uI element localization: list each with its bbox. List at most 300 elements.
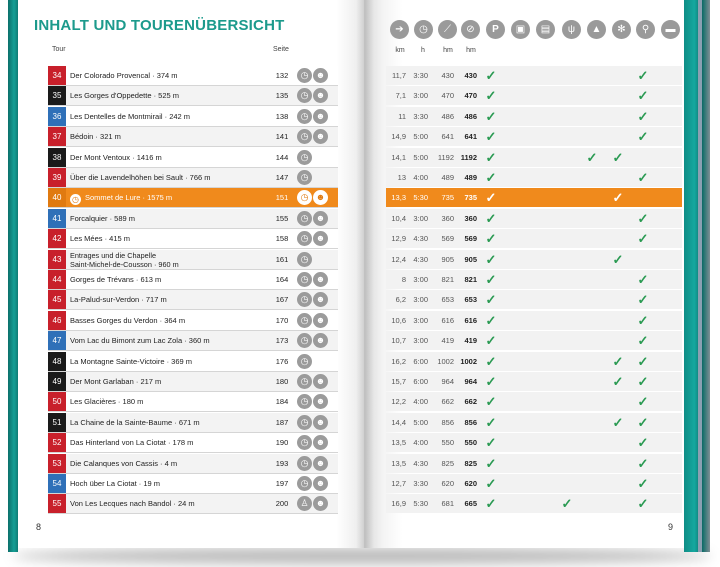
value-km: 12,9: [391, 234, 406, 244]
check-icon: ✓: [485, 170, 497, 185]
value-hm2: 964: [464, 377, 477, 386]
value-h: 3:00: [413, 295, 428, 305]
clock-icon: ◷: [297, 292, 312, 307]
value-km: 12,7: [391, 479, 406, 488]
value-h: 4:00: [413, 173, 428, 182]
tour-row[interactable]: [48, 392, 682, 411]
tour-row[interactable]: [48, 148, 682, 167]
tour-number: 53: [48, 454, 66, 473]
check-icon: ✓: [485, 292, 497, 308]
bear-icon: ☻: [313, 272, 328, 287]
tour-number: 39: [48, 168, 66, 187]
bear-icon: ☻: [313, 333, 328, 348]
value-hm1: 825: [441, 458, 454, 468]
tour-number: 34: [48, 66, 66, 85]
tour-name[interactable]: [66, 311, 272, 330]
value-km: 12,2: [391, 397, 406, 407]
page-number-right: 9: [668, 522, 674, 532]
value-hm2: 665: [464, 499, 477, 509]
page-ref[interactable]: 167: [275, 295, 289, 305]
value-hm1: 856: [441, 417, 454, 427]
bear-icon: ☻: [313, 190, 328, 205]
value-hm2: 905: [464, 254, 477, 264]
check-icon: ✓: [485, 108, 497, 124]
clock-icon: ◷: [297, 150, 312, 165]
page-title: INHALT UND TOURENÜBERSICHT: [34, 17, 285, 34]
value-h: 6:00: [413, 377, 428, 386]
value-km: 16,2: [391, 356, 406, 366]
tour-number: 45: [48, 290, 66, 309]
tour-name-text: Das Hinterland von La Ciotat · 178 m: [70, 438, 194, 448]
value-hm2: 825: [464, 458, 477, 468]
bear-icon: ☻: [313, 231, 328, 246]
value-h: 4:30: [413, 234, 428, 244]
summit-icon: ▲: [587, 20, 606, 39]
check-icon: ✓: [485, 251, 497, 267]
check-icon: ✓: [612, 353, 624, 369]
check-icon: ✓: [612, 190, 624, 206]
page-ref[interactable]: 176: [275, 356, 289, 366]
tour-name-text: Les Glacières · 180 m: [70, 397, 144, 407]
check-icon: ✓: [637, 333, 649, 349]
row-background-right: [386, 250, 682, 269]
tour-row[interactable]: [48, 229, 682, 248]
tour-number: 48: [48, 352, 66, 371]
value-hm1: 662: [441, 397, 454, 407]
value-h: 5:00: [413, 152, 428, 162]
tour-name-text: Bédoin · 321 m: [70, 132, 121, 142]
check-icon: ✓: [612, 251, 624, 267]
page-ref[interactable]: 135: [275, 91, 289, 101]
clock-icon: ◷: [297, 252, 312, 267]
check-icon: ✓: [637, 210, 649, 226]
page-ref[interactable]: 132: [275, 71, 289, 80]
tour-name[interactable]: [66, 86, 272, 105]
check-icon: ✓: [637, 272, 649, 287]
value-km: 13,5: [391, 458, 406, 468]
value-hm1: 653: [441, 295, 454, 305]
tour-name-text: Der Mont Ventoux · 1416 m: [70, 152, 162, 162]
clock-icon: ◷: [297, 435, 312, 450]
check-icon: ✓: [637, 476, 649, 491]
tour-number: 37: [48, 127, 66, 146]
tour-row[interactable]: [48, 494, 682, 513]
clock-icon: ◷: [297, 415, 312, 430]
check-icon: ✓: [637, 88, 649, 104]
value-hm1: 419: [441, 336, 454, 346]
clock-icon: ◷: [297, 170, 312, 185]
tour-row[interactable]: [48, 413, 682, 432]
clock-icon: ◷: [297, 313, 312, 328]
check-icon: ✓: [637, 231, 649, 247]
value-hm2: 1002: [460, 356, 477, 366]
bear-icon: ☻: [313, 129, 328, 144]
value-km: 13: [397, 173, 406, 182]
tour-row[interactable]: [48, 454, 682, 473]
value-km: 13,5: [391, 438, 406, 448]
header-km: km: [395, 47, 405, 54]
tour-number: 55: [48, 494, 66, 513]
clock-icon: ◷: [297, 211, 312, 226]
tour-name[interactable]: [66, 372, 272, 391]
parking-icon: P: [486, 20, 505, 39]
check-icon: ✓: [637, 312, 649, 328]
page-ref[interactable]: 161: [275, 254, 289, 264]
value-hm2: 616: [464, 315, 477, 325]
tour-row[interactable]: [48, 188, 682, 207]
tour-name-text: Gorges de Trévans · 613 m: [70, 275, 162, 284]
tour-row[interactable]: [48, 433, 682, 452]
value-km: 6,2: [395, 295, 406, 305]
value-hm2: 620: [464, 479, 477, 488]
tour-row[interactable]: [48, 107, 682, 126]
tour-name[interactable]: [66, 352, 272, 371]
bear-icon: ☻: [313, 394, 328, 409]
row-background-right: [386, 148, 682, 167]
clock-icon: ◷: [297, 231, 312, 246]
value-hm2: 662: [464, 397, 477, 407]
tour-name-text: La Chaine de la Sainte-Baume · 671 m: [70, 417, 200, 427]
check-icon: ✓: [637, 455, 649, 471]
clock-icon: ◷: [297, 476, 312, 491]
tour-row[interactable]: [48, 86, 682, 105]
tour-name-text: Der Mont Garlaban · 217 m: [70, 377, 162, 386]
page-ref[interactable]: 144: [275, 152, 289, 162]
value-hm1: 1192: [437, 152, 454, 162]
check-icon: ✓: [485, 374, 497, 389]
clock-icon: ◷: [297, 333, 312, 348]
tour-name-text: Über die Lavendelhöhen bei Sault · 766 m: [70, 173, 211, 182]
value-h: 5:30: [413, 499, 428, 509]
check-icon: ✓: [637, 129, 649, 145]
check-icon: ✓: [612, 374, 624, 389]
page-ref[interactable]: 170: [275, 315, 289, 325]
check-icon: ✓: [485, 272, 497, 287]
bicycle-icon: ⚲: [636, 20, 655, 39]
snowflake-icon: ✻: [612, 20, 631, 39]
page-ref[interactable]: 197: [275, 479, 289, 488]
tour-row[interactable]: [48, 127, 682, 146]
page-ref[interactable]: 158: [275, 234, 289, 244]
tour-number: 49: [48, 372, 66, 391]
value-h: 3:00: [413, 91, 428, 101]
page-ref[interactable]: 190: [275, 438, 289, 448]
tour-name[interactable]: [66, 229, 272, 248]
value-hm2: 430: [464, 71, 477, 80]
right-cover-edge: [684, 0, 710, 552]
tour-number: 41: [48, 209, 66, 228]
header-seite: Seite: [273, 46, 289, 53]
check-icon: ✓: [612, 149, 624, 165]
clock-icon: ◷: [297, 68, 312, 83]
tour-row[interactable]: [48, 311, 682, 330]
header-hm-down: hm: [466, 47, 476, 54]
tour-row[interactable]: [48, 168, 682, 187]
bear-icon: ☻: [313, 292, 328, 307]
clock-icon: ◷: [297, 190, 312, 205]
value-km: 11,7: [391, 71, 406, 80]
tour-name[interactable]: [66, 188, 272, 207]
value-hm2: 569: [464, 234, 477, 244]
tour-row[interactable]: [48, 474, 682, 493]
check-icon: ✓: [637, 292, 649, 308]
check-icon: ✓: [485, 435, 497, 451]
value-hm1: 430: [441, 71, 454, 80]
tour-row[interactable]: [48, 270, 682, 289]
tour-name-line1: Entrages und die Chapelle: [70, 250, 157, 260]
page-ref[interactable]: 155: [275, 213, 289, 223]
header-hm-up: hm: [443, 47, 453, 54]
value-hm2: 360: [464, 213, 477, 223]
value-km: 11: [398, 111, 406, 121]
tour-name[interactable]: [66, 392, 272, 411]
book-shadow: [12, 548, 712, 564]
check-icon: ✓: [485, 333, 497, 349]
bear-icon: ☻: [313, 68, 328, 83]
value-h: 5:30: [413, 193, 428, 203]
tour-name[interactable]: [66, 66, 272, 85]
tour-name-text: Les Mées · 415 m: [70, 234, 131, 244]
page-ref[interactable]: 180: [275, 377, 289, 386]
check-icon: ✓: [637, 353, 649, 369]
tour-name-text: Sommet de Lure · 1575 m: [85, 193, 173, 203]
page-ref[interactable]: 184: [275, 397, 289, 407]
clock-icon: ◷: [297, 272, 312, 287]
check-icon: ✓: [485, 68, 497, 83]
page-ref[interactable]: 138: [275, 111, 289, 121]
tour-name-text: Les Dentelles de Montmirail · 242 m: [70, 111, 191, 121]
bear-icon: ☻: [313, 415, 328, 430]
clock-icon: ◷: [297, 109, 312, 124]
value-h: 4:00: [413, 397, 428, 407]
cable-car-icon: ▤: [536, 20, 555, 39]
page-ref[interactable]: 193: [275, 458, 289, 468]
value-hm2: 470: [464, 91, 477, 101]
tour-name-text: Basses Gorges du Verdon · 364 m: [70, 315, 186, 325]
tour-number: 40: [48, 188, 66, 207]
check-icon: ✓: [485, 476, 497, 491]
check-icon: ✓: [485, 129, 497, 145]
value-hm1: 1002: [437, 356, 454, 366]
tour-name-text: Hoch über La Ciotat · 19 m: [70, 479, 161, 488]
value-hm1: 964: [441, 377, 454, 386]
value-hm2: 486: [464, 111, 477, 121]
value-h: 4:00: [413, 438, 428, 448]
check-icon: ✓: [485, 231, 497, 247]
tour-name-text: Die Calanques von Cassis · 4 m: [70, 458, 178, 468]
tour-number: 52: [48, 433, 66, 452]
value-h: 3:30: [413, 111, 428, 121]
check-icon: ✓: [485, 312, 497, 328]
tour-name-text: Vom Lac du Bimont zum Lac Zola · 360 m: [70, 336, 210, 346]
check-icon: ✓: [485, 190, 497, 206]
tour-row[interactable]: [48, 209, 682, 228]
page-ref[interactable]: 151: [275, 193, 289, 203]
clock-icon: ◷: [297, 88, 312, 103]
value-hm2: 550: [464, 438, 477, 448]
value-h: 3:30: [413, 71, 428, 80]
check-icon: ✓: [637, 435, 649, 451]
value-km: 10,6: [391, 315, 406, 325]
bear-icon: ☻: [313, 374, 328, 389]
tour-name[interactable]: [66, 270, 272, 289]
tour-name[interactable]: [66, 494, 272, 513]
value-km: 8: [401, 275, 406, 284]
value-h: 5:00: [413, 417, 428, 427]
check-icon: ✓: [485, 210, 497, 226]
check-icon: ✓: [637, 414, 649, 430]
value-hm1: 681: [441, 499, 454, 509]
tour-name-text: La Montagne Sainte-Victoire · 369 m: [70, 356, 193, 366]
bus-icon: ▣: [511, 20, 530, 39]
page-ref[interactable]: 147: [275, 173, 289, 182]
tour-name-text: Von Les Lecques nach Bandol · 24 m: [70, 499, 195, 509]
value-hm2: 641: [464, 132, 477, 142]
page-ref[interactable]: 200: [275, 499, 289, 509]
walker-icon: ♙: [297, 496, 312, 511]
header-h: h: [421, 47, 425, 54]
value-hm1: 905: [441, 254, 454, 264]
value-hm2: 856: [464, 417, 477, 427]
tour-name[interactable]: [66, 168, 272, 187]
tour-row[interactable]: [48, 290, 682, 309]
check-icon: ✓: [637, 170, 649, 185]
clock-icon: ◷: [297, 354, 312, 369]
tour-number: 47: [48, 331, 66, 350]
highlight-clock-icon: ◷: [70, 194, 81, 205]
value-hm1: 821: [441, 275, 454, 284]
value-h: 3:00: [413, 315, 428, 325]
tour-name[interactable]: [66, 290, 272, 309]
slope-icon: ⟋: [438, 20, 457, 39]
value-h: 6:00: [413, 356, 428, 366]
value-h: 3:00: [413, 336, 428, 346]
tour-name-line2: Saint-Michel-de-Cousson · 960 m: [70, 259, 179, 269]
tour-number: 51: [48, 413, 66, 432]
value-hm1: 470: [441, 91, 454, 101]
tour-number: 35: [48, 86, 66, 105]
check-icon: ✓: [485, 353, 497, 369]
check-icon: ✓: [612, 414, 624, 430]
clock-icon: ◷: [297, 374, 312, 389]
no-sign-icon: ⊘: [461, 20, 480, 39]
restaurant-icon: ψ: [562, 20, 581, 39]
left-cover-edge: [8, 0, 18, 552]
tour-name[interactable]: [66, 250, 272, 269]
value-h: 5:00: [413, 132, 428, 142]
value-km: 12,4: [391, 254, 406, 264]
tour-number: 46: [48, 311, 66, 330]
clock-icon: ◷: [297, 456, 312, 471]
clock-icon: ◷: [414, 20, 433, 39]
tour-number: 50: [48, 392, 66, 411]
tour-row[interactable]: [48, 352, 682, 371]
value-h: 4:30: [413, 254, 428, 264]
tour-name[interactable]: [66, 127, 272, 146]
tour-name[interactable]: [66, 413, 272, 432]
check-icon: ✓: [586, 149, 598, 165]
check-icon: ✓: [485, 414, 497, 430]
clock-icon: ◷: [297, 394, 312, 409]
tour-name[interactable]: [66, 148, 272, 167]
value-h: 3:00: [413, 275, 428, 284]
value-h: 3:30: [413, 479, 428, 488]
value-hm2: 489: [464, 173, 477, 182]
tour-row[interactable]: [48, 66, 682, 85]
page-ref[interactable]: 164: [275, 275, 289, 284]
tour-name-text: La-Palud-sur-Verdon · 717 m: [70, 295, 167, 305]
value-hm2: 821: [464, 275, 477, 284]
row-divider: [48, 513, 338, 514]
tour-name-text: Der Colorado Provencal · 374 m: [70, 71, 178, 80]
value-hm1: 489: [441, 173, 454, 182]
value-km: 14,9: [391, 132, 406, 142]
value-hm1: 360: [441, 213, 454, 223]
value-km: 14,1: [391, 152, 406, 162]
tour-name[interactable]: [66, 433, 272, 452]
value-km: 15,7: [391, 377, 406, 386]
value-hm1: 641: [441, 132, 454, 142]
tour-number: 42: [48, 229, 66, 248]
value-km: 10,4: [391, 213, 406, 223]
tour-row[interactable]: [48, 331, 682, 350]
value-h: 3:00: [413, 213, 428, 223]
value-hm1: 550: [441, 438, 454, 448]
check-icon: ✓: [637, 108, 649, 124]
tour-name[interactable]: [66, 454, 272, 473]
bear-icon: ☻: [313, 456, 328, 471]
check-icon: ✓: [637, 374, 649, 389]
bear-icon: ☻: [313, 313, 328, 328]
tour-name[interactable]: [66, 474, 272, 493]
check-icon: ✓: [637, 394, 649, 410]
page-ref[interactable]: 187: [275, 417, 289, 427]
value-hm2: 419: [464, 336, 477, 346]
value-hm1: 620: [441, 479, 454, 488]
tour-name[interactable]: [66, 209, 272, 228]
page-ref[interactable]: 141: [275, 132, 289, 142]
value-hm2: 653: [464, 295, 477, 305]
tour-name-text: Les Gorges d'Oppedette · 525 m: [70, 91, 179, 101]
header-tour: Tour: [52, 46, 66, 53]
tour-number: 36: [48, 107, 66, 126]
bear-icon: ☻: [313, 88, 328, 103]
value-km: 7,1: [395, 91, 406, 101]
clock-icon: ◷: [297, 129, 312, 144]
tour-name[interactable]: [66, 107, 272, 126]
tour-name[interactable]: [66, 331, 272, 350]
tour-number: 38: [48, 148, 66, 167]
value-hm1: 569: [441, 234, 454, 244]
value-km: 13,3: [391, 193, 406, 203]
bear-icon: ☻: [313, 435, 328, 450]
page-ref[interactable]: 173: [275, 336, 289, 346]
page-number-left: 8: [36, 522, 42, 532]
bear-icon: ☻: [313, 109, 328, 124]
check-icon: ✓: [485, 496, 497, 512]
tour-number: 43: [48, 250, 66, 269]
tour-name-text: Forcalquier · 589 m: [70, 213, 136, 223]
bear-icon: ☻: [313, 496, 328, 511]
tour-row[interactable]: [48, 372, 682, 391]
tour-row[interactable]: [48, 250, 682, 269]
value-km: 14,4: [391, 417, 406, 427]
value-hm1: 486: [441, 111, 454, 121]
bear-icon: ☻: [313, 211, 328, 226]
tour-number: 54: [48, 474, 66, 493]
check-icon: ✓: [485, 149, 497, 165]
check-icon: ✓: [637, 68, 649, 83]
